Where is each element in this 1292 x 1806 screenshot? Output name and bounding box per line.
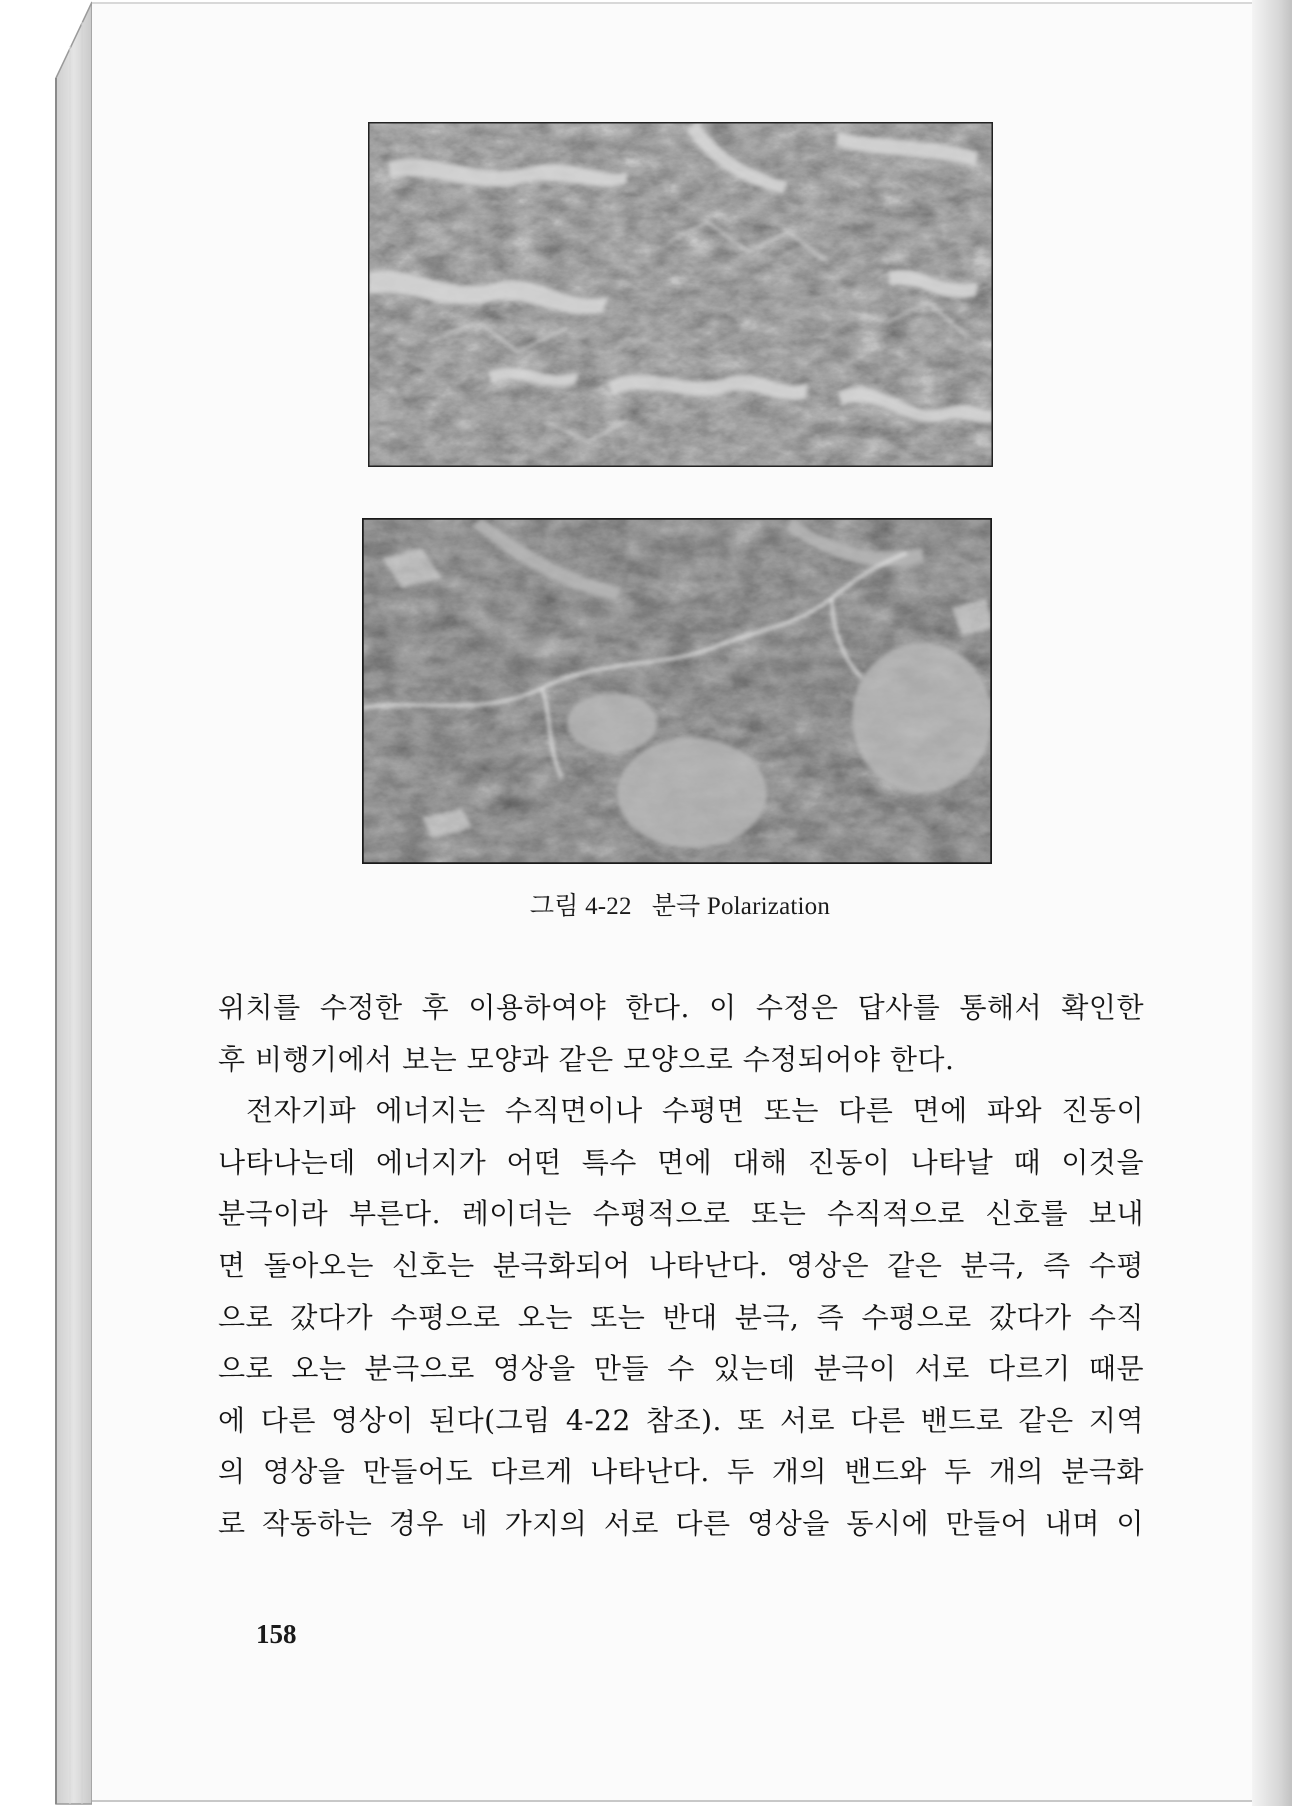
figure-number: 그림 4-22 <box>529 893 632 920</box>
figure-title: 분극 Polarization <box>651 893 831 920</box>
text-line: 로 작동하는 경우 네 가지의 서로 다른 영상을 동시에 만들어 내며 이 <box>218 1506 1144 1540</box>
book-edge <box>0 0 92 1806</box>
radar-image-bottom <box>362 518 992 864</box>
text-line: 후 비행기에서 보는 모양과 같은 모양으로 수정되어야 한다. <box>218 1042 955 1076</box>
text-line: 분극이라 부른다. 레이더는 수평적으로 또는 수직적으로 신호를 보내 <box>218 1197 1144 1231</box>
text-line: 에 다른 영상이 된다(그림 4-22 참조). 또 서로 다른 밴드로 같은 지역 <box>218 1403 1144 1437</box>
text-line: 으로 오는 분극으로 영상을 만들 수 있는데 분극이 서로 다르기 때문 <box>218 1352 1144 1386</box>
text-line: 으로 갔다가 수평으로 오는 또는 반대 분극, 즉 수평으로 갔다가 수직 <box>218 1300 1144 1334</box>
text-line: 나타나는데 에너지가 어떤 특수 면에 대해 진동이 나타날 때 이것을 <box>218 1145 1144 1179</box>
radar-image-top <box>368 122 993 467</box>
paragraph <box>218 1085 1144 1549</box>
text-line: 의 영상을 만들어도 다르게 나타난다. 두 개의 밴드와 두 개의 분극화 <box>218 1455 1144 1489</box>
body-text <box>218 982 1144 1550</box>
text-line: 전자기파 에너지는 수직면이나 수평면 또는 다른 면에 파와 진동이 <box>246 1094 1144 1128</box>
page-right-shadow <box>1252 0 1292 1806</box>
paragraph <box>218 982 1144 1085</box>
page-number: 158 <box>256 1619 297 1649</box>
figure-caption <box>360 886 1000 922</box>
text-line: 면 돌아오는 신호는 분극화되어 나타난다. 영상은 같은 분극, 즉 수평 <box>218 1248 1144 1282</box>
text-line: 위치를 수정한 후 이용하여야 한다. 이 수정은 답사를 통해서 확인한 <box>218 991 1144 1024</box>
